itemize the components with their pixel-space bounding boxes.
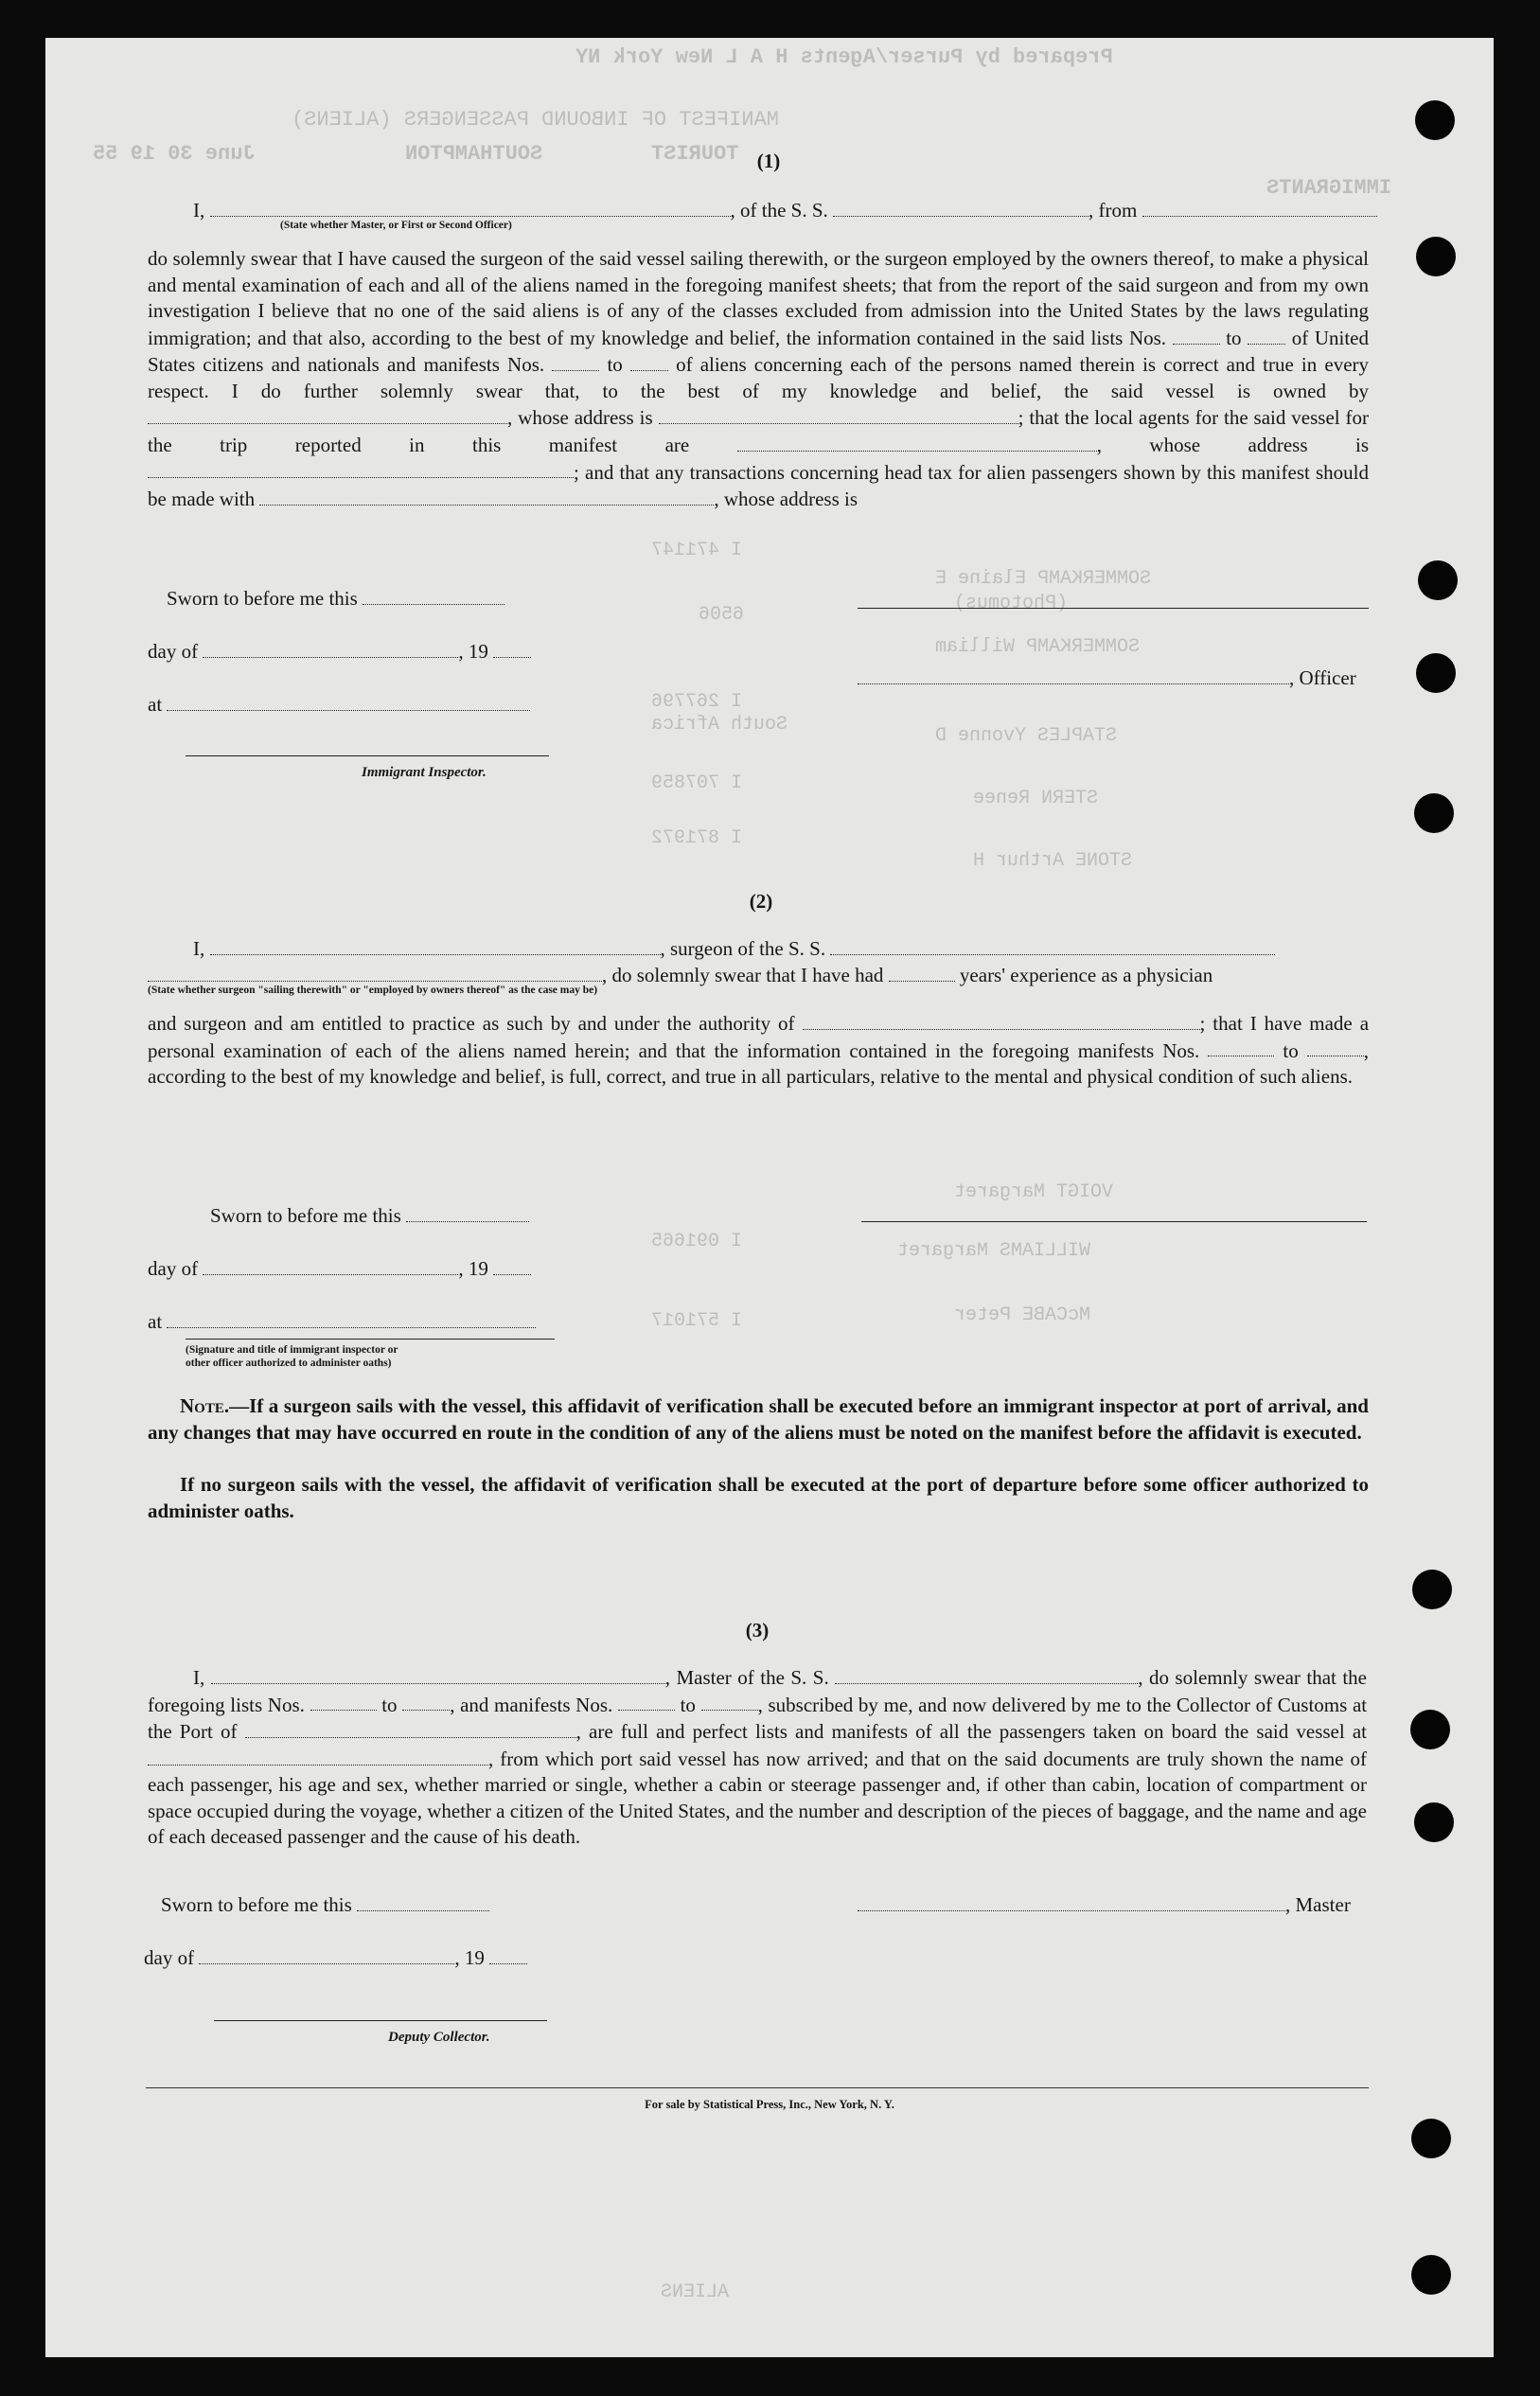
from-port-field[interactable] [1142,197,1377,217]
section-2-swear-label: , do solemnly swear that I have had [602,963,884,986]
ghost-entry-8: WILLIAMS Margaret [897,1240,1091,1262]
ghost-entry-5: STERN Renee [973,788,1099,809]
section-1-sworn-label: Sworn to before me this [167,586,358,610]
section-1-intro-line [193,197,1377,222]
owner-field[interactable] [148,404,507,424]
section-2-manifest-to-field[interactable] [1307,1038,1364,1057]
master-name-field[interactable] [211,1664,665,1684]
section-1-text-l: , whose address is [714,487,859,510]
ghost-entry-16: I 091665 [651,1231,743,1252]
section-2-year-field[interactable] [493,1255,531,1275]
section-1-day-field[interactable] [203,638,458,658]
section-3-sworn-label: Sworn to before me this [161,1892,352,1916]
years-experience-field[interactable] [889,962,955,982]
surgeon-status-field[interactable] [148,962,602,982]
inspector-caption: Immigrant Inspector. [362,765,487,780]
section-3-manifests-from-field[interactable] [618,1692,675,1712]
section-2-at-field[interactable] [167,1308,536,1328]
ghost-prepared-by: Prepared by Purser/Agents H A L New York NY [575,45,1113,69]
master-signature-field[interactable] [858,1891,1285,1911]
section-1-text-b: to [1226,326,1242,349]
head-tax-contact-field[interactable] [259,486,714,506]
section-2-text-d: to [1283,1038,1299,1062]
ghost-entry-12: I 267796 [651,691,743,713]
section-1-i-label: I, [193,198,205,222]
section-2-at-label: at [148,1309,163,1333]
punch-hole-10 [1411,2255,1451,2295]
section-1-number: (1) [756,150,781,172]
section-1-officer-line-top [858,608,1369,609]
section-2-year-label: , 19 [458,1256,488,1280]
section-3-lists-from-field[interactable] [310,1692,377,1712]
section-3-body [148,1664,1367,1851]
section-2-years-label: years' experience as a physician [959,963,1213,986]
ghost-entry-7: VOIGT Margaret [954,1181,1114,1203]
section-3-day-label: day of [144,1945,195,1969]
ghost-entry-15: I 871972 [651,827,743,849]
ghost-entry-4: STAPLES Yvonne D [935,725,1118,747]
section-1-text-a: do solemnly swear that I have caused the surgeon of the said vessel sailing therewith, or the surgeon employed by the owners thereof, to make a physical and mental examination of each and all of the aliens named in the foregoing manifest sheets; that from the report of the said surgeon and from my own investigation I believe that no one of the said aliens is of any of the classes excluded from admission into the United States by the laws regulating immigration; and that also, according to the best of my knowledge and belief, the information contained in the said lists Nos. [148,247,1369,349]
section-2-body [148,1010,1369,1091]
note-text-1: —If a surgeon sails with the vessel, this affidavit of verification shall be executed before an immigrant inspector at port of arrival, and any changes that may have occurred en route in the condition of any of the aliens must be noted on the manifest before the affidavit is executed. [148,1394,1369,1444]
master-label: , Master [1285,1892,1351,1916]
section-1-text-d: to [607,353,623,377]
section-1-body [148,246,1369,513]
section-2-day-field[interactable] [203,1255,458,1275]
section-1-text-e: of aliens concerning each of the persons named therein is correct and true in every respect. I do further solemnly swear that, to the best of my knowledge and belief, the said vessel is owned by [148,353,1370,402]
deputy-signature-line [214,2020,547,2021]
authority-field[interactable] [803,1010,1200,1030]
vessel-name-field[interactable] [833,197,1089,217]
section-3-sworn-field[interactable] [357,1891,489,1911]
section-1-at-label: at [148,692,163,716]
arrival-port-field[interactable] [245,1718,576,1738]
punch-hole-4 [1416,653,1456,693]
section-1-officer-line [858,665,1356,690]
section-1-text-i: , [1096,433,1102,456]
section-3-vessel-field[interactable] [835,1664,1138,1684]
surgeon-signature-line [861,1221,1367,1222]
agents-address-field[interactable] [148,459,574,479]
ghost-entry-17: I 571017 [651,1310,743,1332]
manifests-from-field[interactable] [552,351,599,371]
section-2-text-e: , according to the best of my knowledge and belief, is full, correct, and true in all particulars, relative to the mental and physical condition of such aliens. [148,1038,1369,1089]
section-1-year-field[interactable] [493,638,531,658]
ghost-entry-11: 6506 [699,604,745,626]
section-3-text-e: to [680,1693,696,1716]
departure-port-field[interactable] [148,1746,488,1766]
section-1-of-ss-label: , of the S. S. [730,198,828,222]
punch-hole-7 [1410,1710,1450,1749]
surgeon-status-caption: (State whether surgeon "sailing therewith" or "employed by owners thereof" as the case may be) [148,985,598,996]
section-3-text-a: , Master of the S. S. [664,1665,829,1689]
section-2-sworn-field[interactable] [406,1202,529,1222]
section-2-sworn-line [210,1202,529,1228]
section-1-text-h: that the local agents for the said vessel for the trip reported in this manifest are [148,406,1370,456]
section-3-text-h: , from which port said vessel has now arrived; and that on the said documents are truly shown the name of each passenger, his age and sex, whether married or single, whether a cabin or steerage passenger and, if other than cabin, location of compartment or space occupied during the voyage, whether a citizen of the United States, and the number and description of the pieces of baggage, and the name and age of each deceased passenger and the cause of his death. [148,1747,1367,1849]
sig-caption-1: (Signature and title of immigrant inspector or [186,1344,398,1356]
lists-to-field[interactable] [1248,325,1285,345]
owner-address-field[interactable] [659,404,1018,424]
section-2-intro-line [193,935,1275,961]
section-1-text-j: whose address is [1149,433,1369,456]
ghost-port: SOUTHAMPTON [405,142,543,166]
section-2-vessel-field[interactable] [830,935,1275,955]
section-3-number: (3) [745,1619,770,1642]
note-paragraph-2 [148,1472,1369,1524]
section-1-sworn-line [167,585,504,611]
section-2-number: (2) [749,890,773,913]
section-3-lists-to-field[interactable] [402,1692,450,1712]
ghost-entry-18: ALIENS [661,2281,730,2303]
note-paragraph-1 [148,1393,1369,1446]
section-2-swear-line [148,962,1213,987]
ghost-entry-2: (Photomus) [954,593,1069,614]
section-2-text-b: ; [1199,1011,1206,1035]
ghost-date: June 30 19 55 [93,142,256,166]
section-2-text-c: that I have made a personal examination of each of the aliens named herein; and that the information contained in the foregoing manifests Nos. [148,1011,1370,1062]
punch-hole-2 [1416,237,1456,276]
ghost-immigrants: IMMIGRANTS [1266,176,1392,200]
punch-hole-9 [1411,2119,1451,2158]
ghost-entry-6: STONE Arthur H [973,850,1133,872]
officer-label: , Officer [1289,666,1356,689]
sig-caption-2: other officer authorized to administer oaths) [186,1358,392,1369]
section-1-at-field[interactable] [167,691,530,711]
section-3-i-label: I, [193,1665,205,1689]
punch-hole-3 [1418,560,1458,600]
ghost-entry-13: South Africa [651,714,788,736]
ghost-entry-3: SOMMERKAMP William [935,636,1141,658]
section-2-day-line [148,1255,531,1281]
section-2-surgeon-label: , surgeon of the S. S. [660,936,826,960]
document-page [45,38,1494,2357]
section-1-text-k: ; and that any transactions concerning head tax for alien passengers shown by this manifest should be made with [148,460,1369,510]
section-3-manifests-to-field[interactable] [701,1692,758,1712]
section-1-text-c: of United States citizens and nationals and manifests Nos. [148,326,1369,377]
section-3-text-b: , do solemnly swear that the foregoing lists Nos. [148,1665,1367,1716]
punch-hole-8 [1414,1802,1454,1842]
inspector-signature-line [186,755,549,756]
officer-name-field[interactable] [210,197,731,217]
footer-divider [146,2087,1369,2088]
section-2-manifest-from-field[interactable] [1208,1038,1274,1057]
section-1-year-label: , 19 [458,639,488,663]
section-1-day-label: day of [148,639,199,663]
deputy-caption: Deputy Collector. [388,2030,490,2045]
surgeon-name-field[interactable] [210,935,661,955]
ghost-manifest-title: MANIFEST OF INBOUND PASSENGERS (ALIENS) [292,108,779,132]
section-3-text-d: , and manifests Nos. [450,1693,613,1716]
section-3-sworn-line [161,1891,489,1917]
section-1-sworn-field[interactable] [363,585,504,605]
section-3-text-c: to [381,1693,398,1716]
note-label: Note. [180,1394,230,1417]
section-3-text-f: , subscribed by me, and now delivered by me to the Collector of Customs at the Port of [148,1693,1368,1743]
section-2-sworn-label: Sworn to before me this [210,1203,401,1227]
officer-rank-caption: (State whether Master, or First or Second Officer) [280,220,512,231]
section-2-inspector-line [186,1339,555,1340]
section-1-text-g: ; [1018,406,1024,430]
officer-signature-field[interactable] [858,665,1289,684]
ghost-class: TOURIST [651,142,739,166]
section-2-text-a: and surgeon and am entitled to practice as such by and under the authority of [148,1011,795,1035]
note-text-2: If no surgeon sails with the vessel, the affidavit of verification shall be executed at the port of departure before some officer authorized to administer oaths. [148,1473,1369,1522]
section-1-at-line [148,691,530,717]
lists-from-field[interactable] [1173,325,1220,345]
section-3-day-field[interactable] [199,1944,454,1964]
section-3-text-g: , are full and perfect lists and manifests of all the passengers taken on board the said vessel at [575,1720,1368,1743]
section-3-master-line [858,1891,1351,1917]
ghost-entry-14: I 707859 [651,772,743,794]
section-2-at-line [148,1308,536,1334]
section-1-text-f: , whose address is [507,406,653,430]
punch-hole-1 [1415,100,1455,140]
section-3-day-line [144,1944,527,1970]
local-agents-field[interactable] [737,432,1097,452]
section-1-day-line [148,638,531,664]
punch-hole-6 [1412,1570,1452,1609]
printer-footer: For sale by Statistical Press, Inc., New York, N. Y. [645,2098,894,2111]
ghost-entry-10: I 471147 [651,540,743,561]
section-2-day-label: day of [148,1256,199,1280]
section-3-year-label: , 19 [454,1945,485,1969]
section-2-i-label: I, [193,936,205,960]
section-3-year-field[interactable] [489,1944,527,1964]
section-1-from-label: , from [1089,198,1138,222]
ghost-entry-1: SOMMERKAMP Elaine E [935,568,1152,590]
punch-hole-5 [1414,793,1454,833]
ghost-entry-9: McCABE Peter [954,1304,1091,1326]
manifests-to-field[interactable] [630,351,668,371]
